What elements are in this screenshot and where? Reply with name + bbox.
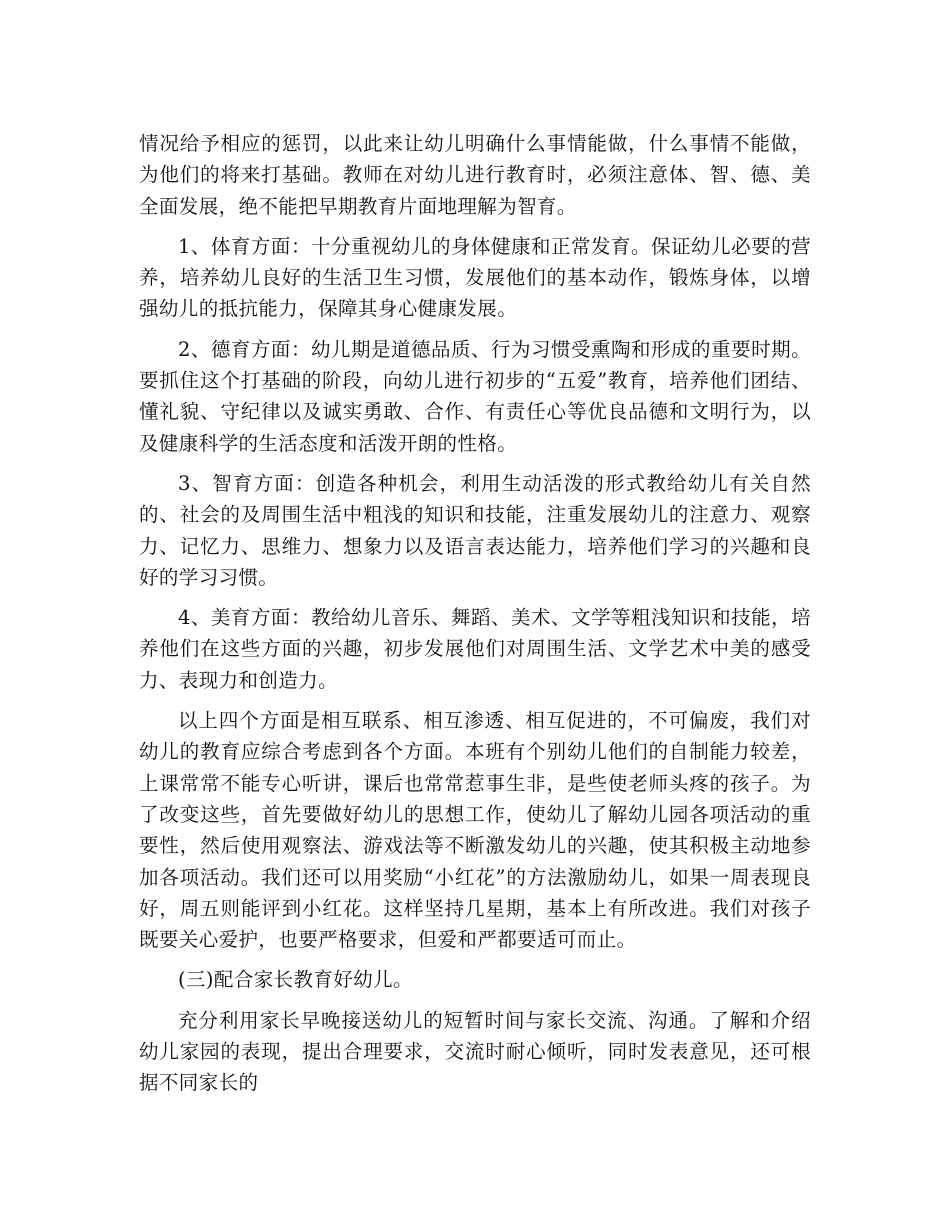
paragraph-aesthetic-education: 4、美育方面：教给幼儿音乐、舞蹈、美术、文学等粗浅知识和技能，培养他们在这些方面的兴趣，初步发展他们对周围生活、文学艺术中美的感受力、表现力和创造力。 bbox=[139, 606, 811, 692]
document-body bbox=[139, 128, 811, 1108]
paragraph-summary: 以上四个方面是相互联系、相互渗透、相互促进的，不可偏废，我们对幼儿的教育应综合考虑到各个方面。本班有个别幼儿他们的自制能力较差，上课常常不能专心听讲，课后也常常惹事生非，是些使老师头疼的孩子。为了改变这些，首先要做好幼儿的思想工作，使幼儿了解幼儿园各项活动的重要性，然后使用观察法、游戏法等不断激发幼儿的兴趣，使其积极主动地参加各项活动。我们还可以用奖励“小红花”的方法激励幼儿，如果一周表现良好，周五则能评到小红花。这样坚持几星期，基本上有所改进。我们对孩子既要关心爱护，也要严格要求，但爱和严都要适可而止。 bbox=[139, 709, 811, 952]
paragraph-intellectual-education: 3、智育方面：创造各种机会，利用生动活泼的形式教给幼儿有关自然的、社会的及周围生活中粗浅的知识和技能，注重发展幼儿的注意力、观察力、记忆力、思维力、想象力以及语言表达能力，培养他们学习的兴趣和良好的学习习惯。 bbox=[139, 471, 811, 589]
section-heading-parents: (三)配合家长教育好幼儿。 bbox=[178, 968, 413, 992]
paragraph-moral-education: 2、德育方面：幼儿期是道德品质、行为习惯受熏陶和形成的重要时期。要抓住这个打基础的阶段，向幼儿进行初步的“五爱”教育，培养他们团结、懂礼貌、守纪律以及诚实勇敢、合作、有责任心等优良品德和文明行为，以及健康科学的生活态度和活泼开朗的性格。 bbox=[139, 337, 811, 455]
paragraph-physical-education: 1、体育方面：十分重视幼儿的身体健康和正常发育。保证幼儿必要的营养，培养幼儿良好的生活卫生习惯，发展他们的基本动作，锻炼身体，以增强幼儿的抵抗能力，保障其身心健康发展。 bbox=[139, 234, 811, 321]
paragraph-parent-communication: 充分利用家长早晚接送幼儿的短暂时间与家长交流、沟通。了解和介绍幼儿家园的表现，提出合理要求，交流时耐心倾听，同时发表意见，还可根据不同家长的 bbox=[139, 1008, 811, 1095]
paragraph-continuation: 情况给予相应的惩罚，以此来让幼儿明确什么事情能做，什么事情不能做，为他们的将来打基础。教师在对幼儿进行教育时，必须注意体、智、德、美全面发展，绝不能把早期教育片面地理解为智育。 bbox=[139, 132, 811, 218]
